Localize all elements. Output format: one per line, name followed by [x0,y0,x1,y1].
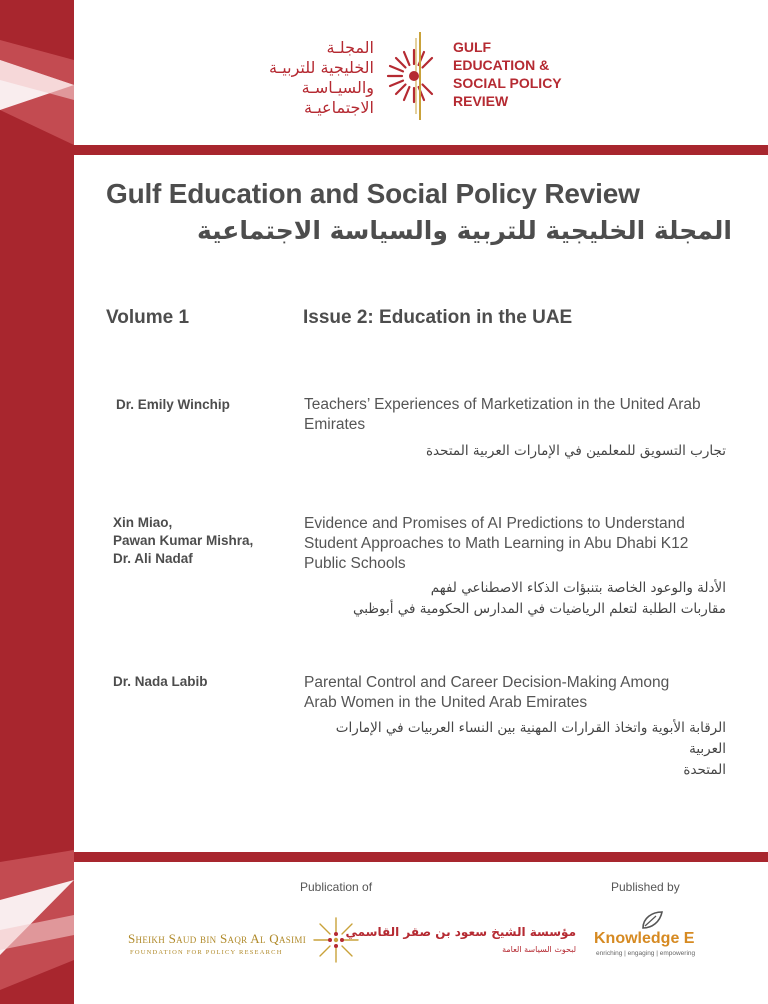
publication-of-label: Publication of [300,880,373,894]
left-chevron-decoration [0,0,74,1004]
foundation-subtitle-english: FOUNDATION FOR POLICY RESEARCH [130,949,283,956]
author-name: Dr. Nada Labib [113,674,208,689]
article-arabic-line: تجارب التسويق للمعلمين في الإمارات العربية المتحدة [425,443,726,459]
article-arabic-line: مقاربات الطلبة لتعلم الرياضيات في المدارس الحكومية في أبوظبي [352,601,726,617]
issue-label: Issue 2: Education in the UAE [303,307,573,328]
published-by-label: Published by [611,880,680,894]
masthead-arabic-name [244,38,374,118]
masthead-english-line: EDUCATION & [453,57,550,73]
leaf-icon [640,910,664,930]
author-name: Dr. Emily Winchip [116,397,230,412]
publisher-logo[interactable] [594,910,704,960]
foundation-name-arabic: مؤسسة الشيخ سعود بن صقر القاسمي [345,925,576,939]
article-title-line: Evidence and Promises of AI Predictions to Understand [304,515,685,532]
publisher-tagline: enriching | engaging | empowering [596,950,696,957]
journal-title-english: Gulf Education and Social Policy Review [106,178,640,209]
article-authors [113,514,283,568]
article-title-english[interactable] [304,514,734,574]
article-title-line: Parental Control and Career Decision-Making Among [304,674,670,691]
volume-label: Volume 1 [106,307,190,328]
article-title-line: Teachers’ Experiences of Marketization in the United Arab [304,396,701,413]
article-arabic-line: المتحدة [683,762,726,778]
article-title-arabic [304,578,726,620]
masthead-english-line: GULF [453,39,492,55]
masthead-english-line: REVIEW [453,93,509,109]
article-arabic-line: الأدلة والوعود الخاصة بتنبؤات الذكاء الاصطناعي لفهم [430,580,726,596]
author-name: Pawan Kumar Mishra, [113,533,254,548]
masthead-english-name [453,38,562,110]
article-arabic-line: الرقابة الأبوية واتخاذ القرارات المهنية بين النساء العربيات في الإمارات العربية [335,720,726,757]
article-title-arabic [304,718,726,781]
article-authors [113,673,283,691]
foundation-star-icon [311,915,361,965]
journal-title-arabic: المجلة الخليجية للتربية والسياسة الاجتماعية [196,216,732,245]
publisher-name: Knowledge E [594,930,695,947]
article-title-line: Arab Women in the United Arab Emirates [304,694,588,711]
article-title-english[interactable] [304,673,734,713]
bottom-divider [74,852,768,862]
article-title-line: Public Schools [304,555,406,572]
article-title-english[interactable] [304,395,734,435]
author-name: Xin Miao, [113,515,173,530]
article-title-line: Emirates [304,416,366,433]
foundation-logo[interactable] [128,915,578,965]
masthead-arabic-line: المجلـة [326,38,374,57]
author-name: Dr. Ali Nadaf [113,551,193,566]
article-title-line: Student Approaches to Math Learning in Abu Dhabi K12 [304,535,689,552]
article-title-arabic [304,441,726,462]
masthead-english-line: SOCIAL POLICY [453,75,562,91]
sunburst-emblem-icon [384,26,444,126]
top-divider [74,145,768,155]
article-authors [113,396,283,414]
foundation-name-english: Sheikh Saud bin Saqr Al Qasimi [128,931,306,946]
foundation-subtitle-arabic: لبحوث السياسة العامة [502,945,576,954]
masthead-arabic-line: الخليجية للتربيـة [269,58,374,77]
masthead-arabic-line: الاجتماعيـة [303,98,374,117]
masthead-arabic-line: والسيـاسـة [301,78,374,97]
